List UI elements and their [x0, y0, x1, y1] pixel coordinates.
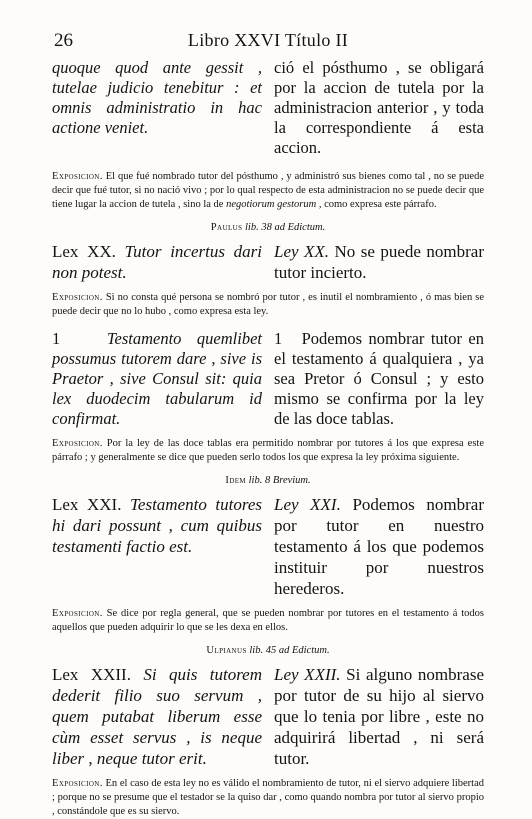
source-ref: lib. 45 ad Edictum.: [249, 645, 330, 656]
exposicion-label: Exposicion.: [52, 608, 103, 619]
exposicion-text: Se dice por regla general, que se pueden nombrar por tutores en el testamento á todos aquellos que pueden adquirir lo que se les dexa en ellos.: [52, 608, 484, 633]
law-22-latin: [52, 664, 262, 769]
law-21: [52, 494, 484, 599]
law-20: [52, 241, 484, 283]
law-20-spanish: [274, 241, 484, 283]
law-heading: Ley XXI.: [274, 495, 341, 514]
law-heading: Ley XX.: [274, 242, 330, 261]
source-citation-3: [52, 645, 484, 656]
exposicion-1: [52, 170, 484, 212]
source-citation-1: [52, 222, 484, 233]
book-page: [52, 30, 484, 819]
law-heading: Lex XXII.: [52, 665, 131, 684]
source-author: Paulus: [210, 222, 243, 233]
law-text: Podemos nombrar por tutor en nuestro testamento á los que podemos instituir por nuestros herederos.: [274, 495, 484, 598]
paragraph-text: Podemos nombrar tutor en el testamento á qualquiera , ya sea Pretor ó Consul ; y esto mismo se confirma por la ley de las doce tablas.: [274, 329, 485, 428]
paragraph-1-latin: [52, 329, 262, 429]
top-parallel-text: [52, 58, 484, 158]
page-header: [52, 30, 484, 54]
source-ref: lib. 8 Brevium.: [248, 475, 311, 486]
exposicion-4: [52, 607, 484, 635]
exposicion-tail: , como expresa este párrafo.: [318, 199, 437, 210]
exposicion-text: Por la ley de las doce tablas era permitido nombrar por tutores á los que expresa este párrafo ; y generalmente se dice que pueden serlo todos los que expresa la ley próxima siguiente.: [52, 438, 484, 463]
exposicion-italic: negotiorum gestorum: [226, 199, 317, 210]
law-21-spanish: [274, 494, 484, 599]
source-citation-2: [52, 475, 484, 486]
law-20-latin: [52, 241, 262, 283]
exposicion-5: [52, 777, 484, 819]
latin-column: quoque quod ante gessit , tutelae judicio tenebitur : et omnis administratio in hac actione veniet.: [52, 58, 262, 137]
paragraph-text: Testamento quemlibet possumus tutorem dare , sive is Praetor , sive Consul sit: quia lex duodecim tabularum id confirmat.: [52, 329, 263, 428]
paragraph-number: 1: [52, 329, 61, 348]
paragraph-1: [52, 329, 484, 429]
spanish-column: ció el pósthumo , se obligará por la accion de tutela por la administracion anterior , y toda la correspondiente á esta accion.: [274, 58, 484, 157]
law-text: Testamento tutores hi dari possunt , cum quibus testamenti factio est.: [52, 495, 262, 556]
law-heading: Lex XXI.: [52, 495, 122, 514]
exposicion-2: [52, 291, 484, 319]
exposicion-text: Si no consta qué persona se nombró por tutor , es inutil el nombramiento , ó mas bien se puede decir que no lo hubo , como expresa esta ley.: [52, 292, 484, 317]
paragraph-number: 1: [274, 329, 283, 348]
law-21-latin: [52, 494, 262, 599]
law-22-spanish: [274, 664, 484, 769]
exposicion-text: El que fué nombrado tutor del pósthumo , y administró sus bienes como tal , no se puede decir que fué tutor, si no nació vivo ; por lo qual respecto de esta administracion no se puede decir que tiene lugar la accion de tutela , sino la de: [52, 171, 484, 210]
law-heading: Lex XX.: [52, 242, 116, 261]
paragraph-1-spanish: [274, 329, 484, 429]
running-title: Libro XXVI Título II: [187, 30, 349, 50]
source-author: Ulpianus: [206, 645, 247, 656]
page-number: 26: [54, 30, 73, 51]
law-text: Si quis tutorem dederit filio suo servum , quem putabat liberum esse cùm esset servus , is neque liber , neque tutor erit.: [52, 665, 262, 768]
law-text: Tutor incertus dari non potest.: [52, 242, 263, 282]
exposicion-label: Exposicion.: [52, 171, 103, 182]
source-author: Idem: [225, 475, 246, 486]
exposicion-label: Exposicion.: [52, 778, 103, 789]
source-ref: lib. 38 ad Edictum.: [245, 222, 326, 233]
exposicion-label: Exposicion.: [52, 438, 103, 449]
law-text: No se puede nombrar tutor incierto.: [274, 242, 484, 282]
exposicion-text: En el caso de esta ley no es válido el nombramiento de tutor, ni el siervo adquiere libertad ; porque no se presume que el testador se la quiso dar , como quando nombra por tutor al siervo propio , constándole que es su siervo.: [52, 778, 484, 817]
law-text: Si alguno nombrase por tutor de su hijo al siervo que lo tenia por libre , este no adquirirá libertad , ni será tutor.: [274, 665, 484, 768]
law-22: [52, 664, 484, 769]
law-heading: Ley XXII.: [274, 665, 341, 684]
exposicion-3: [52, 437, 484, 465]
exposicion-label: Exposicion.: [52, 292, 103, 303]
